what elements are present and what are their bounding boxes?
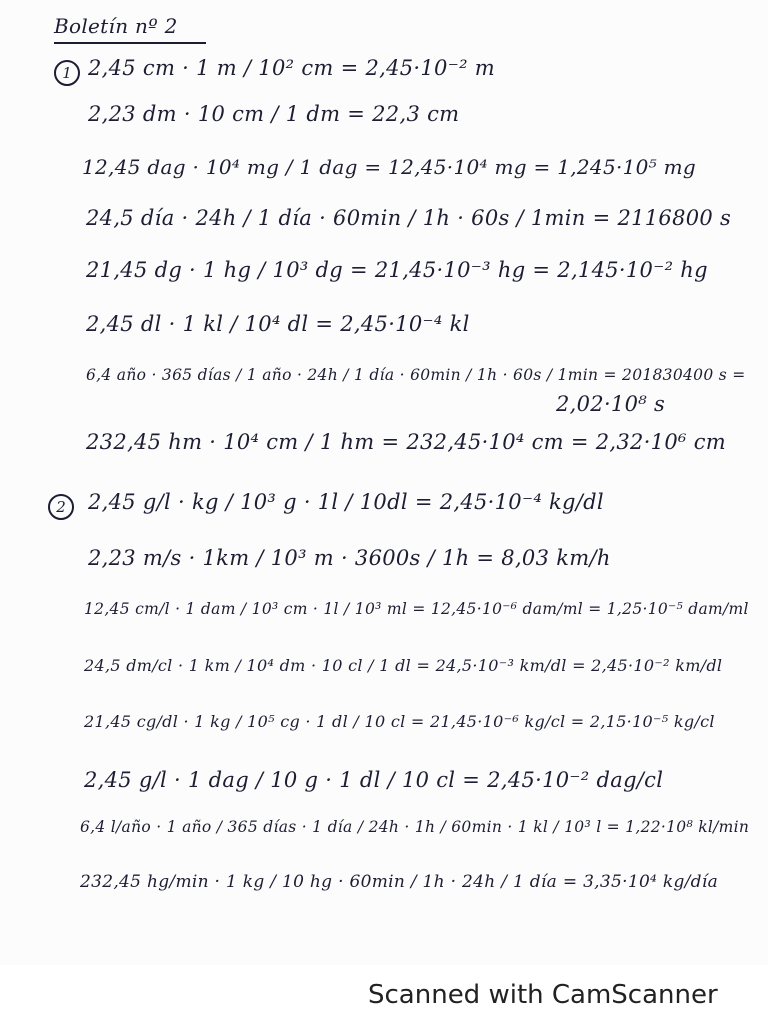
ex2-line-3: 12,45 cm/l · 1 dam / 10³ cm · 1l / 10³ ml = 12,45·10⁻⁶ dam/ml = 1,25·10⁻⁵ dam/ml [84,600,749,618]
title-underline [54,42,206,44]
ex1-line-7: 6,4 año · 365 días / 1 año · 24h / 1 día · 60min / 1h · 60s / 1min = 201830400 s = [86,366,746,384]
ex1-line-6: 2,45 dl · 1 kl / 10⁴ dl = 2,45·10⁻⁴ kl [86,312,470,336]
ex1-line-1: 2,45 cm · 1 m / 10² cm = 2,45·10⁻² m [88,56,495,80]
camscanner-watermark: Scanned with CamScanner [368,980,718,1010]
ex1-line-4: 24,5 día · 24h / 1 día · 60min / 1h · 60s / 1min = 2116800 s [86,206,732,230]
ex1-line-8: 232,45 hm · 10⁴ cm / 1 hm = 232,45·10⁴ cm = 2,32·10⁶ cm [86,430,726,454]
ex1-line-3: 12,45 dag · 10⁴ mg / 1 dag = 12,45·10⁴ mg = 1,245·10⁵ mg [82,155,697,179]
ex2-line-5: 21,45 cg/dl · 1 kg / 10⁵ cg · 1 dl / 10 cl = 21,45·10⁻⁶ kg/cl = 2,15·10⁻⁵ kg/cl [84,712,715,731]
ex1-line-7-result: 2,02·10⁸ s [556,392,666,416]
ex1-line-5: 21,45 dg · 1 hg / 10³ dg = 21,45·10⁻³ hg = 2,145·10⁻² hg [86,258,708,282]
exercise-1-number: 1 [54,60,80,86]
ex2-line-7: 6,4 l/año · 1 año / 365 días · 1 día / 24h · 1h / 60min · 1 kl / 10³ l = 1,22·10⁸ kl/min [80,818,750,836]
exercise-2-number: 2 [48,494,74,520]
page-title: Boletín nº 2 [54,14,178,38]
ex2-line-4: 24,5 dm/cl · 1 km / 10⁴ dm · 10 cl / 1 dl = 24,5·10⁻³ km/dl = 2,45·10⁻² km/dl [84,656,723,675]
ex2-line-6: 2,45 g/l · 1 dag / 10 g · 1 dl / 10 cl = 2,45·10⁻² dag/cl [84,768,664,792]
ex2-line-8: 232,45 hg/min · 1 kg / 10 hg · 60min / 1h · 24h / 1 día = 3,35·10⁴ kg/día [80,872,719,892]
ex2-line-2: 2,23 m/s · 1km / 10³ m · 3600s / 1h = 8,03 km/h [88,546,611,570]
ex1-line-2: 2,23 dm · 10 cm / 1 dm = 22,3 cm [88,102,460,126]
ex2-line-1: 2,45 g/l · kg / 10³ g · 1l / 10dl = 2,45·10⁻⁴ kg/dl [88,490,604,514]
